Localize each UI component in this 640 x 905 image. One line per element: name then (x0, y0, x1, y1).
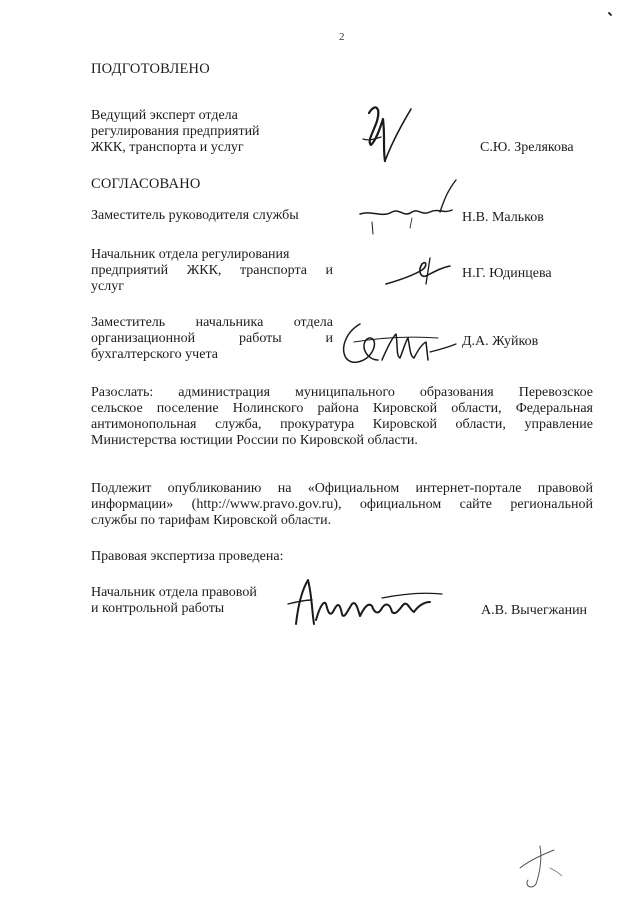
legal-review-position (91, 585, 257, 617)
position-line: регулирования предприятий (91, 124, 260, 139)
signer-1-position (91, 208, 299, 224)
position-line: предприятий ЖКК, транспорта и (91, 263, 333, 278)
signature-yudintseva (380, 250, 455, 290)
publication-line: службы по тарифам Кировской области. (91, 513, 332, 528)
signer-1-name: Н.В. Мальков (462, 210, 544, 225)
signature-zrelyakova (355, 95, 415, 170)
position-line: Ведущий эксперт отдела (91, 108, 238, 123)
prepared-heading: ПОДГОТОВЛЕНО (91, 61, 210, 77)
position-line: Начальник отдела регулирования (91, 247, 290, 262)
distribution-line: антимонопольная служба, прокуратура Кировской области, управление (91, 417, 593, 432)
position-line: Начальник отдела правовой (91, 585, 257, 600)
signer-2-name: Н.Г. Юдинцева (462, 266, 552, 281)
position-line: Заместитель начальника отдела (91, 315, 333, 330)
distribution-line: Министерства юстиции России по Кировской области. (91, 433, 418, 448)
distribution-line: Разослать: администрация муниципального образования Перевозское (91, 385, 593, 400)
signature-malkov (352, 176, 462, 246)
prepared-position (91, 108, 321, 156)
position-line: ЖКК, транспорта и услуг (91, 140, 244, 155)
legal-review-name: А.В. Вычегжанин (481, 603, 588, 618)
publication-line: информации» (http://www.pravo.gov.ru), официальном сайте региональной (91, 497, 593, 512)
distribution-line: сельское поселение Нолинского района Кировской области, Федеральная (91, 401, 593, 416)
signer-3-position (91, 315, 333, 363)
legal-review-statement: Правовая экспертиза проведена: (91, 549, 284, 564)
signature-zhuykov (338, 316, 463, 372)
signer-2-position (91, 247, 333, 295)
scan-mark (606, 10, 616, 20)
publication-line: Подлежит опубликованию на «Официальном интернет-портале правовой (91, 481, 593, 496)
position-line: организационной работы и (91, 331, 333, 346)
distribution-list (91, 385, 593, 449)
signer-3-name: Д.А. Жуйков (462, 334, 539, 349)
handwritten-mark (510, 838, 570, 893)
page-number: 2 (339, 31, 345, 43)
position-line: бухгалтерского учета (91, 347, 218, 362)
position-line: Заместитель руководителя службы (91, 208, 299, 223)
prepared-name: С.Ю. Зрелякова (480, 140, 574, 155)
position-line: и контрольной работы (91, 601, 225, 616)
agreed-heading: СОГЛАСОВАНО (91, 176, 201, 192)
signature-vychegzhanin (282, 570, 452, 630)
position-line: услуг (91, 279, 124, 294)
publication-note (91, 481, 593, 529)
